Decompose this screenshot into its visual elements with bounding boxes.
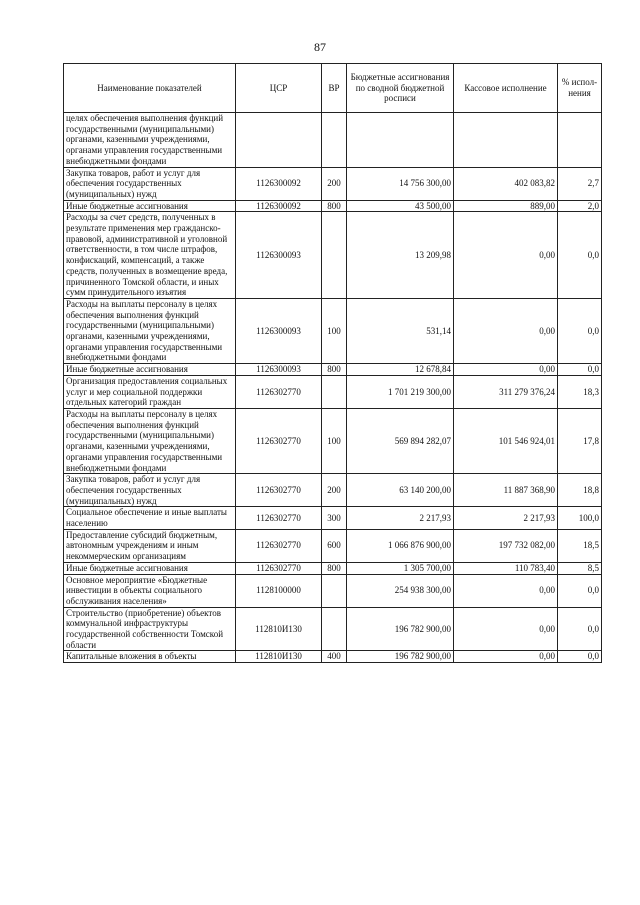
- row-percent: 0,0: [558, 212, 602, 299]
- row-assigned: [347, 113, 454, 168]
- row-executed: 402 083,82: [454, 167, 558, 200]
- table-row: [64, 474, 602, 507]
- row-percent: 0,0: [558, 651, 602, 663]
- row-executed: 0,00: [454, 212, 558, 299]
- row-vr: 600: [322, 529, 347, 562]
- row-vr: [322, 574, 347, 607]
- column-header-assigned: Бюджетные ассигнования по сводной бюджетной росписи: [347, 64, 454, 113]
- table-row: [64, 212, 602, 299]
- column-header-name: Наименование показателей: [64, 64, 236, 113]
- row-name: Предоставление субсидий бюджетным, автономным учреждениям и иным некоммерческим организациям: [64, 529, 236, 562]
- row-assigned: 254 938 300,00: [347, 574, 454, 607]
- row-csr: 1126300093: [236, 212, 322, 299]
- row-csr: 112810И130: [236, 651, 322, 663]
- budget-table: [63, 63, 602, 663]
- row-vr: 100: [322, 408, 347, 473]
- table-row: [64, 364, 602, 376]
- row-percent: 0,0: [558, 607, 602, 651]
- row-assigned: 14 756 300,00: [347, 167, 454, 200]
- row-percent: 8,5: [558, 562, 602, 574]
- column-header-vr: ВР: [322, 64, 347, 113]
- row-percent: 18,5: [558, 529, 602, 562]
- row-csr: 1126302770: [236, 529, 322, 562]
- row-csr: 1128100000: [236, 574, 322, 607]
- row-executed: 0,00: [454, 651, 558, 663]
- row-executed: 110 783,40: [454, 562, 558, 574]
- row-assigned: 13 209,98: [347, 212, 454, 299]
- table-row: [64, 607, 602, 651]
- row-percent: 0,0: [558, 364, 602, 376]
- row-name: Социальное обеспечение и иные выплаты населению: [64, 507, 236, 529]
- row-assigned: 43 500,00: [347, 200, 454, 212]
- table-row: [64, 298, 602, 363]
- row-name: Расходы за счет средств, полученных в результате применения мер гражданско-правовой, административной и уголовной ответственности, в том числе штрафов, конфискаций, компенсаций, а также средств, полученных в возмещение вреда, причиненного Томской области, и иных сумм принудительного изъятия: [64, 212, 236, 299]
- row-csr: 1126302770: [236, 408, 322, 473]
- row-csr: 1126300092: [236, 167, 322, 200]
- row-name: Основное мероприятие «Бюджетные инвестиции в объекты социального обслуживания населения»: [64, 574, 236, 607]
- row-name: Капитальные вложения в объекты: [64, 651, 236, 663]
- row-vr: 300: [322, 507, 347, 529]
- row-name: Иные бюджетные ассигнования: [64, 200, 236, 212]
- row-vr: 100: [322, 298, 347, 363]
- row-vr: 800: [322, 364, 347, 376]
- table-row: [64, 167, 602, 200]
- row-vr: [322, 212, 347, 299]
- row-vr: [322, 375, 347, 408]
- row-csr: [236, 113, 322, 168]
- row-csr: 1126302770: [236, 375, 322, 408]
- row-assigned: 196 782 900,00: [347, 607, 454, 651]
- row-name: Закупка товаров, работ и услуг для обеспечения государственных (муниципальных) нужд: [64, 167, 236, 200]
- row-name: Расходы на выплаты персоналу в целях обеспечения выполнения функций государственными (муниципальными) органами, казенными учреждениями, органами управления государственными внебюджетными фондами: [64, 408, 236, 473]
- column-header-percent: % испол- нения: [558, 64, 602, 113]
- row-name: Расходы на выплаты персоналу в целях обеспечения выполнения функций государственными (муниципальными) органами, казенными учреждениями, органами управления государственными внебюджетными фондами: [64, 298, 236, 363]
- row-executed: 2 217,93: [454, 507, 558, 529]
- row-csr: 1126302770: [236, 507, 322, 529]
- row-percent: 0,0: [558, 298, 602, 363]
- row-csr: 1126300093: [236, 298, 322, 363]
- row-executed: 0,00: [454, 298, 558, 363]
- row-name: Закупка товаров, работ и услуг для обеспечения государственных (муниципальных) нужд: [64, 474, 236, 507]
- row-assigned: 2 217,93: [347, 507, 454, 529]
- row-percent: 18,3: [558, 375, 602, 408]
- row-executed: 889,00: [454, 200, 558, 212]
- row-vr: 200: [322, 474, 347, 507]
- row-name: Иные бюджетные ассигнования: [64, 364, 236, 376]
- row-executed: 197 732 082,00: [454, 529, 558, 562]
- table-row: [64, 375, 602, 408]
- row-assigned: 1 701 219 300,00: [347, 375, 454, 408]
- row-executed: 311 279 376,24: [454, 375, 558, 408]
- table-row: [64, 529, 602, 562]
- row-name: Иные бюджетные ассигнования: [64, 562, 236, 574]
- row-csr: 1126302770: [236, 562, 322, 574]
- table-row: [64, 651, 602, 663]
- row-percent: 2,7: [558, 167, 602, 200]
- row-executed: 101 546 924,01: [454, 408, 558, 473]
- row-vr: [322, 607, 347, 651]
- row-vr: 800: [322, 200, 347, 212]
- row-vr: 200: [322, 167, 347, 200]
- row-assigned: 569 894 282,07: [347, 408, 454, 473]
- row-percent: 2,0: [558, 200, 602, 212]
- row-assigned: 63 140 200,00: [347, 474, 454, 507]
- row-executed: 0,00: [454, 607, 558, 651]
- row-executed: [454, 113, 558, 168]
- row-assigned: 1 305 700,00: [347, 562, 454, 574]
- row-vr: 800: [322, 562, 347, 574]
- column-header-csr: ЦСР: [236, 64, 322, 113]
- row-percent: 100,0: [558, 507, 602, 529]
- table-header-row: [64, 64, 602, 113]
- row-assigned: 531,14: [347, 298, 454, 363]
- row-vr: [322, 113, 347, 168]
- page-number: 87: [314, 40, 326, 54]
- row-name: целях обеспечения выполнения функций государственными (муниципальными) органами, казенными учреждениями, органами управления государственными внебюджетными фондами: [64, 113, 236, 168]
- row-executed: 0,00: [454, 364, 558, 376]
- table-row: [64, 408, 602, 473]
- row-assigned: 1 066 876 900,00: [347, 529, 454, 562]
- column-header-executed: Кассовое исполнение: [454, 64, 558, 113]
- row-percent: [558, 113, 602, 168]
- row-csr: 1126300093: [236, 364, 322, 376]
- row-assigned: 12 678,84: [347, 364, 454, 376]
- row-executed: 11 887 368,90: [454, 474, 558, 507]
- row-name: Организация предоставления социальных услуг и мер социальной поддержки отдельных категорий граждан: [64, 375, 236, 408]
- row-vr: 400: [322, 651, 347, 663]
- row-csr: 112810И130: [236, 607, 322, 651]
- table-row: [64, 507, 602, 529]
- table-row: [64, 200, 602, 212]
- row-executed: 0,00: [454, 574, 558, 607]
- row-csr: 1126302770: [236, 474, 322, 507]
- row-name: Строительство (приобретение) объектов коммунальной инфраструктуры государственной собственности Томской области: [64, 607, 236, 651]
- row-percent: 17,8: [558, 408, 602, 473]
- row-assigned: 196 782 900,00: [347, 651, 454, 663]
- table-row: [64, 574, 602, 607]
- table-row: [64, 562, 602, 574]
- row-csr: 1126300092: [236, 200, 322, 212]
- table-row: [64, 113, 602, 168]
- row-percent: 18,8: [558, 474, 602, 507]
- row-percent: 0,0: [558, 574, 602, 607]
